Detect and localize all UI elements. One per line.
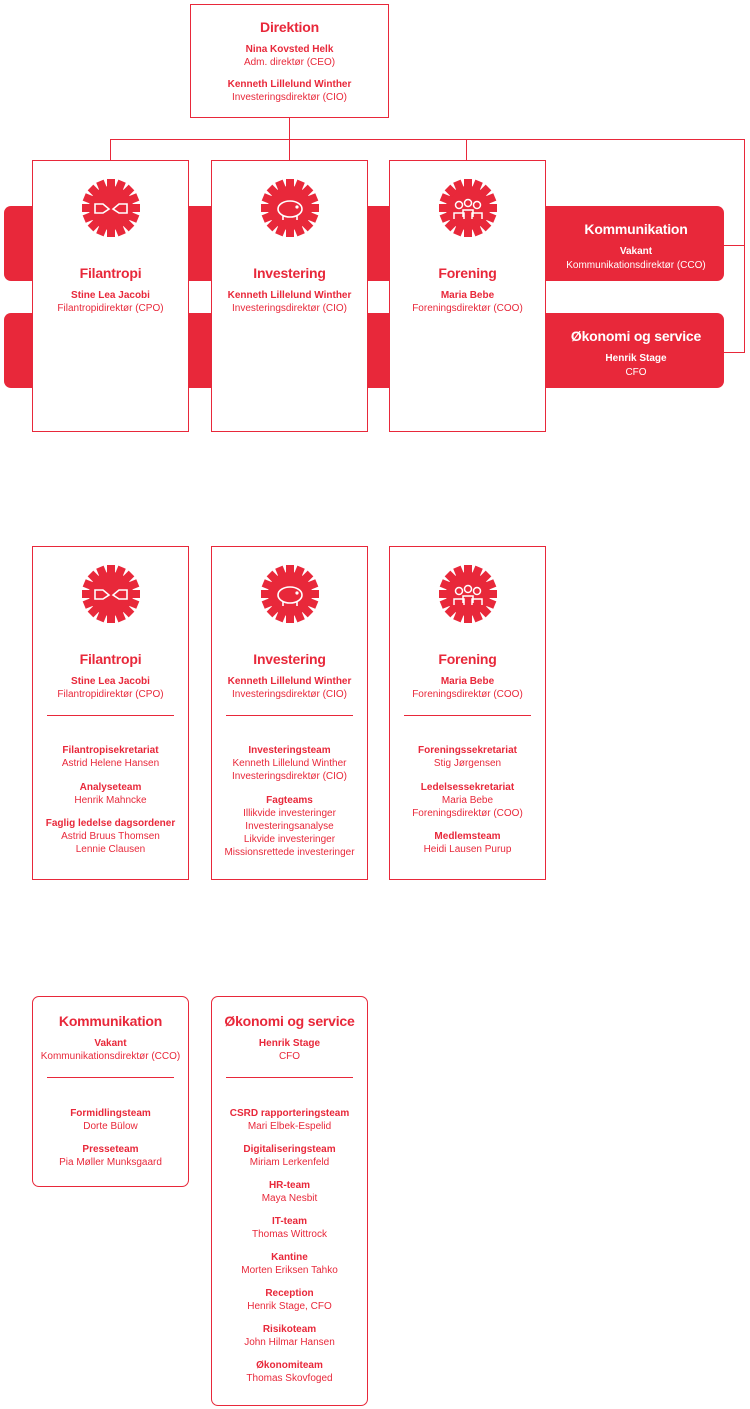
- team-member: John Hilmar Hansen: [244, 1337, 335, 1348]
- divider: [47, 1077, 174, 1078]
- direktion-title: Direktion: [260, 19, 319, 35]
- team-name: IT-team: [271, 1216, 307, 1227]
- filantropi-director-name: Stine Lea Jacobi: [71, 290, 150, 301]
- okonomi-staff-role: CFO: [625, 367, 647, 378]
- forening-detail-role: Foreningsdirektør (COO): [412, 689, 523, 700]
- team-name: Digitaliseringsteam: [243, 1144, 336, 1155]
- kommunikation-staff-name: Vakant: [619, 246, 653, 257]
- team-member: Pia Møller Munksgaard: [59, 1157, 162, 1168]
- team-member: Heidi Lausen Purup: [423, 844, 512, 855]
- connector-line: [466, 139, 467, 161]
- team-member: Stig Jørgensen: [433, 758, 502, 769]
- team-item: [33, 1107, 188, 1133]
- team-member: Maria Bebe: [441, 795, 494, 806]
- team-name: Risikoteam: [262, 1324, 317, 1335]
- divider: [226, 1077, 353, 1078]
- team-item: [212, 1287, 367, 1313]
- investering-director-name: Kenneth Lillelund Winther: [227, 290, 352, 301]
- team-member: Mari Elbek-Espelid: [247, 1121, 332, 1132]
- investering-detail-box: [211, 546, 368, 880]
- team-member: Astrid Helene Hansen: [61, 758, 160, 769]
- forening-director-name: Maria Bebe: [440, 290, 495, 301]
- connector-line: [289, 139, 290, 161]
- team-member: Miriam Lerkenfeld: [249, 1157, 330, 1168]
- team-item: [33, 817, 188, 856]
- forening-detail-title: Forening: [438, 651, 497, 667]
- team-name: Medlemsteam: [434, 831, 501, 842]
- okonomi-detail-name: Henrik Stage: [258, 1038, 321, 1049]
- team-member: Investeringsdirektør (CIO): [231, 771, 348, 782]
- investering-box: [211, 160, 368, 432]
- handshake-gear-icon: [80, 177, 142, 239]
- handshake-gear-icon: [80, 563, 142, 625]
- team-member: Investeringsanalyse: [245, 821, 334, 832]
- forening-box: [389, 160, 546, 432]
- divider: [404, 715, 531, 716]
- team-item: [33, 781, 188, 807]
- team-item: [212, 794, 367, 859]
- team-item: [212, 1359, 367, 1385]
- kommunikation-detail-box: [32, 996, 189, 1187]
- filantropi-detail-title: Filantropi: [79, 651, 142, 667]
- team-item: [212, 1215, 367, 1241]
- team-item: [390, 830, 545, 856]
- okonomi-staff: [548, 313, 724, 388]
- filantropi-detail-box: [32, 546, 189, 880]
- team-member: Thomas Wittrock: [251, 1229, 327, 1240]
- team-member: Foreningsdirektør (COO): [412, 808, 523, 819]
- team-member: Henrik Mahncke: [74, 795, 147, 806]
- team-name: Økonomiteam: [256, 1360, 323, 1371]
- team-member: Dorte Bülow: [83, 1121, 138, 1132]
- team-item: [212, 744, 367, 783]
- cio-role: Investeringsdirektør (CIO): [231, 92, 348, 103]
- forening-detail-director: Maria Bebe: [440, 676, 495, 687]
- ceo-name: Nina Kovsted Helk: [245, 44, 334, 55]
- forening-detail-box: [389, 546, 546, 880]
- team-name: Kantine: [271, 1252, 308, 1263]
- kommunikation-staff-title: Kommunikation: [584, 221, 688, 237]
- piggy-bank-gear-icon: [259, 177, 321, 239]
- team-name: CSRD rapporteringsteam: [229, 1108, 350, 1119]
- team-name: Reception: [265, 1288, 314, 1299]
- team-name: Ledelsessekretariat: [420, 782, 515, 793]
- team-item: [212, 1323, 367, 1349]
- okonomi-staff-name: Henrik Stage: [605, 353, 667, 364]
- team-name: Filantropisekretariat: [62, 745, 159, 756]
- filantropi-director-role: Filantropidirektør (CPO): [57, 303, 164, 314]
- okonomi-staff-title: Økonomi og service: [570, 328, 702, 344]
- connector-line: [289, 118, 290, 140]
- team-member: Thomas Skovfoged: [246, 1373, 333, 1384]
- team-item: [390, 781, 545, 820]
- team-member: Likvide investeringer: [243, 834, 336, 845]
- team-member: Maya Nesbit: [261, 1193, 318, 1204]
- connector-line: [110, 139, 111, 161]
- team-member: Kenneth Lillelund Winther: [232, 758, 347, 769]
- kommunikation-detail-title: Kommunikation: [58, 1013, 163, 1029]
- team-item: [212, 1107, 367, 1133]
- team-name: Foreningssekretariat: [418, 745, 517, 756]
- connector-line: [723, 352, 745, 353]
- investering-title: Investering: [253, 265, 326, 281]
- okonomi-detail-box: [211, 996, 368, 1406]
- investering-detail-director: Kenneth Lillelund Winther: [227, 676, 352, 687]
- kommunikation-staff: [548, 206, 724, 281]
- filantropi-detail-director: Stine Lea Jacobi: [71, 676, 150, 687]
- team-member: Morten Eriksen Tahko: [241, 1265, 338, 1276]
- connector-line: [110, 139, 745, 140]
- team-item: [33, 1143, 188, 1169]
- kommunikation-staff-role: Kommunikationsdirektør (CCO): [566, 260, 706, 271]
- team-member: Illikvide investeringer: [243, 808, 336, 819]
- team-item: [212, 1251, 367, 1277]
- connector-line: [723, 245, 745, 246]
- people-gear-icon: [437, 563, 499, 625]
- cio-name: Kenneth Lillelund Winther: [227, 79, 352, 90]
- filantropi-box: [32, 160, 189, 432]
- team-name: Formidlingsteam: [70, 1108, 151, 1119]
- team-item: [212, 1179, 367, 1205]
- kommunikation-detail-role: Kommunikationsdirektør (CCO): [40, 1051, 181, 1062]
- team-name: Analyseteam: [79, 782, 142, 793]
- divider: [226, 715, 353, 716]
- divider: [47, 715, 174, 716]
- forening-director-role: Foreningsdirektør (COO): [412, 303, 523, 314]
- team-name: Fagteams: [266, 795, 313, 806]
- kommunikation-detail-name: Vakant: [94, 1038, 127, 1049]
- people-gear-icon: [437, 177, 499, 239]
- team-item: [390, 744, 545, 770]
- direktion-box: [190, 4, 389, 118]
- filantropi-title: Filantropi: [79, 265, 142, 281]
- team-name: Presseteam: [82, 1144, 139, 1155]
- team-member: Henrik Stage, CFO: [247, 1301, 332, 1312]
- team-name: Investeringsteam: [248, 745, 331, 756]
- team-item: [33, 744, 188, 770]
- investering-detail-title: Investering: [253, 651, 326, 667]
- piggy-bank-gear-icon: [259, 563, 321, 625]
- team-member: Missionsrettede investeringer: [224, 847, 355, 858]
- investering-director-role: Investeringsdirektør (CIO): [231, 303, 348, 314]
- forening-title: Forening: [438, 265, 497, 281]
- okonomi-detail-role: CFO: [278, 1051, 301, 1062]
- ceo-role: Adm. direktør (CEO): [243, 57, 336, 68]
- team-member: Lennie Clausen: [75, 844, 146, 855]
- team-name: Faglig ledelse dagsordener: [45, 818, 176, 829]
- okonomi-detail-title: Økonomi og service: [224, 1013, 355, 1029]
- filantropi-detail-role: Filantropidirektør (CPO): [57, 689, 164, 700]
- team-name: HR-team: [268, 1180, 311, 1191]
- investering-detail-role: Investeringsdirektør (CIO): [231, 689, 348, 700]
- team-member: Astrid Bruus Thomsen: [61, 831, 160, 842]
- team-item: [212, 1143, 367, 1169]
